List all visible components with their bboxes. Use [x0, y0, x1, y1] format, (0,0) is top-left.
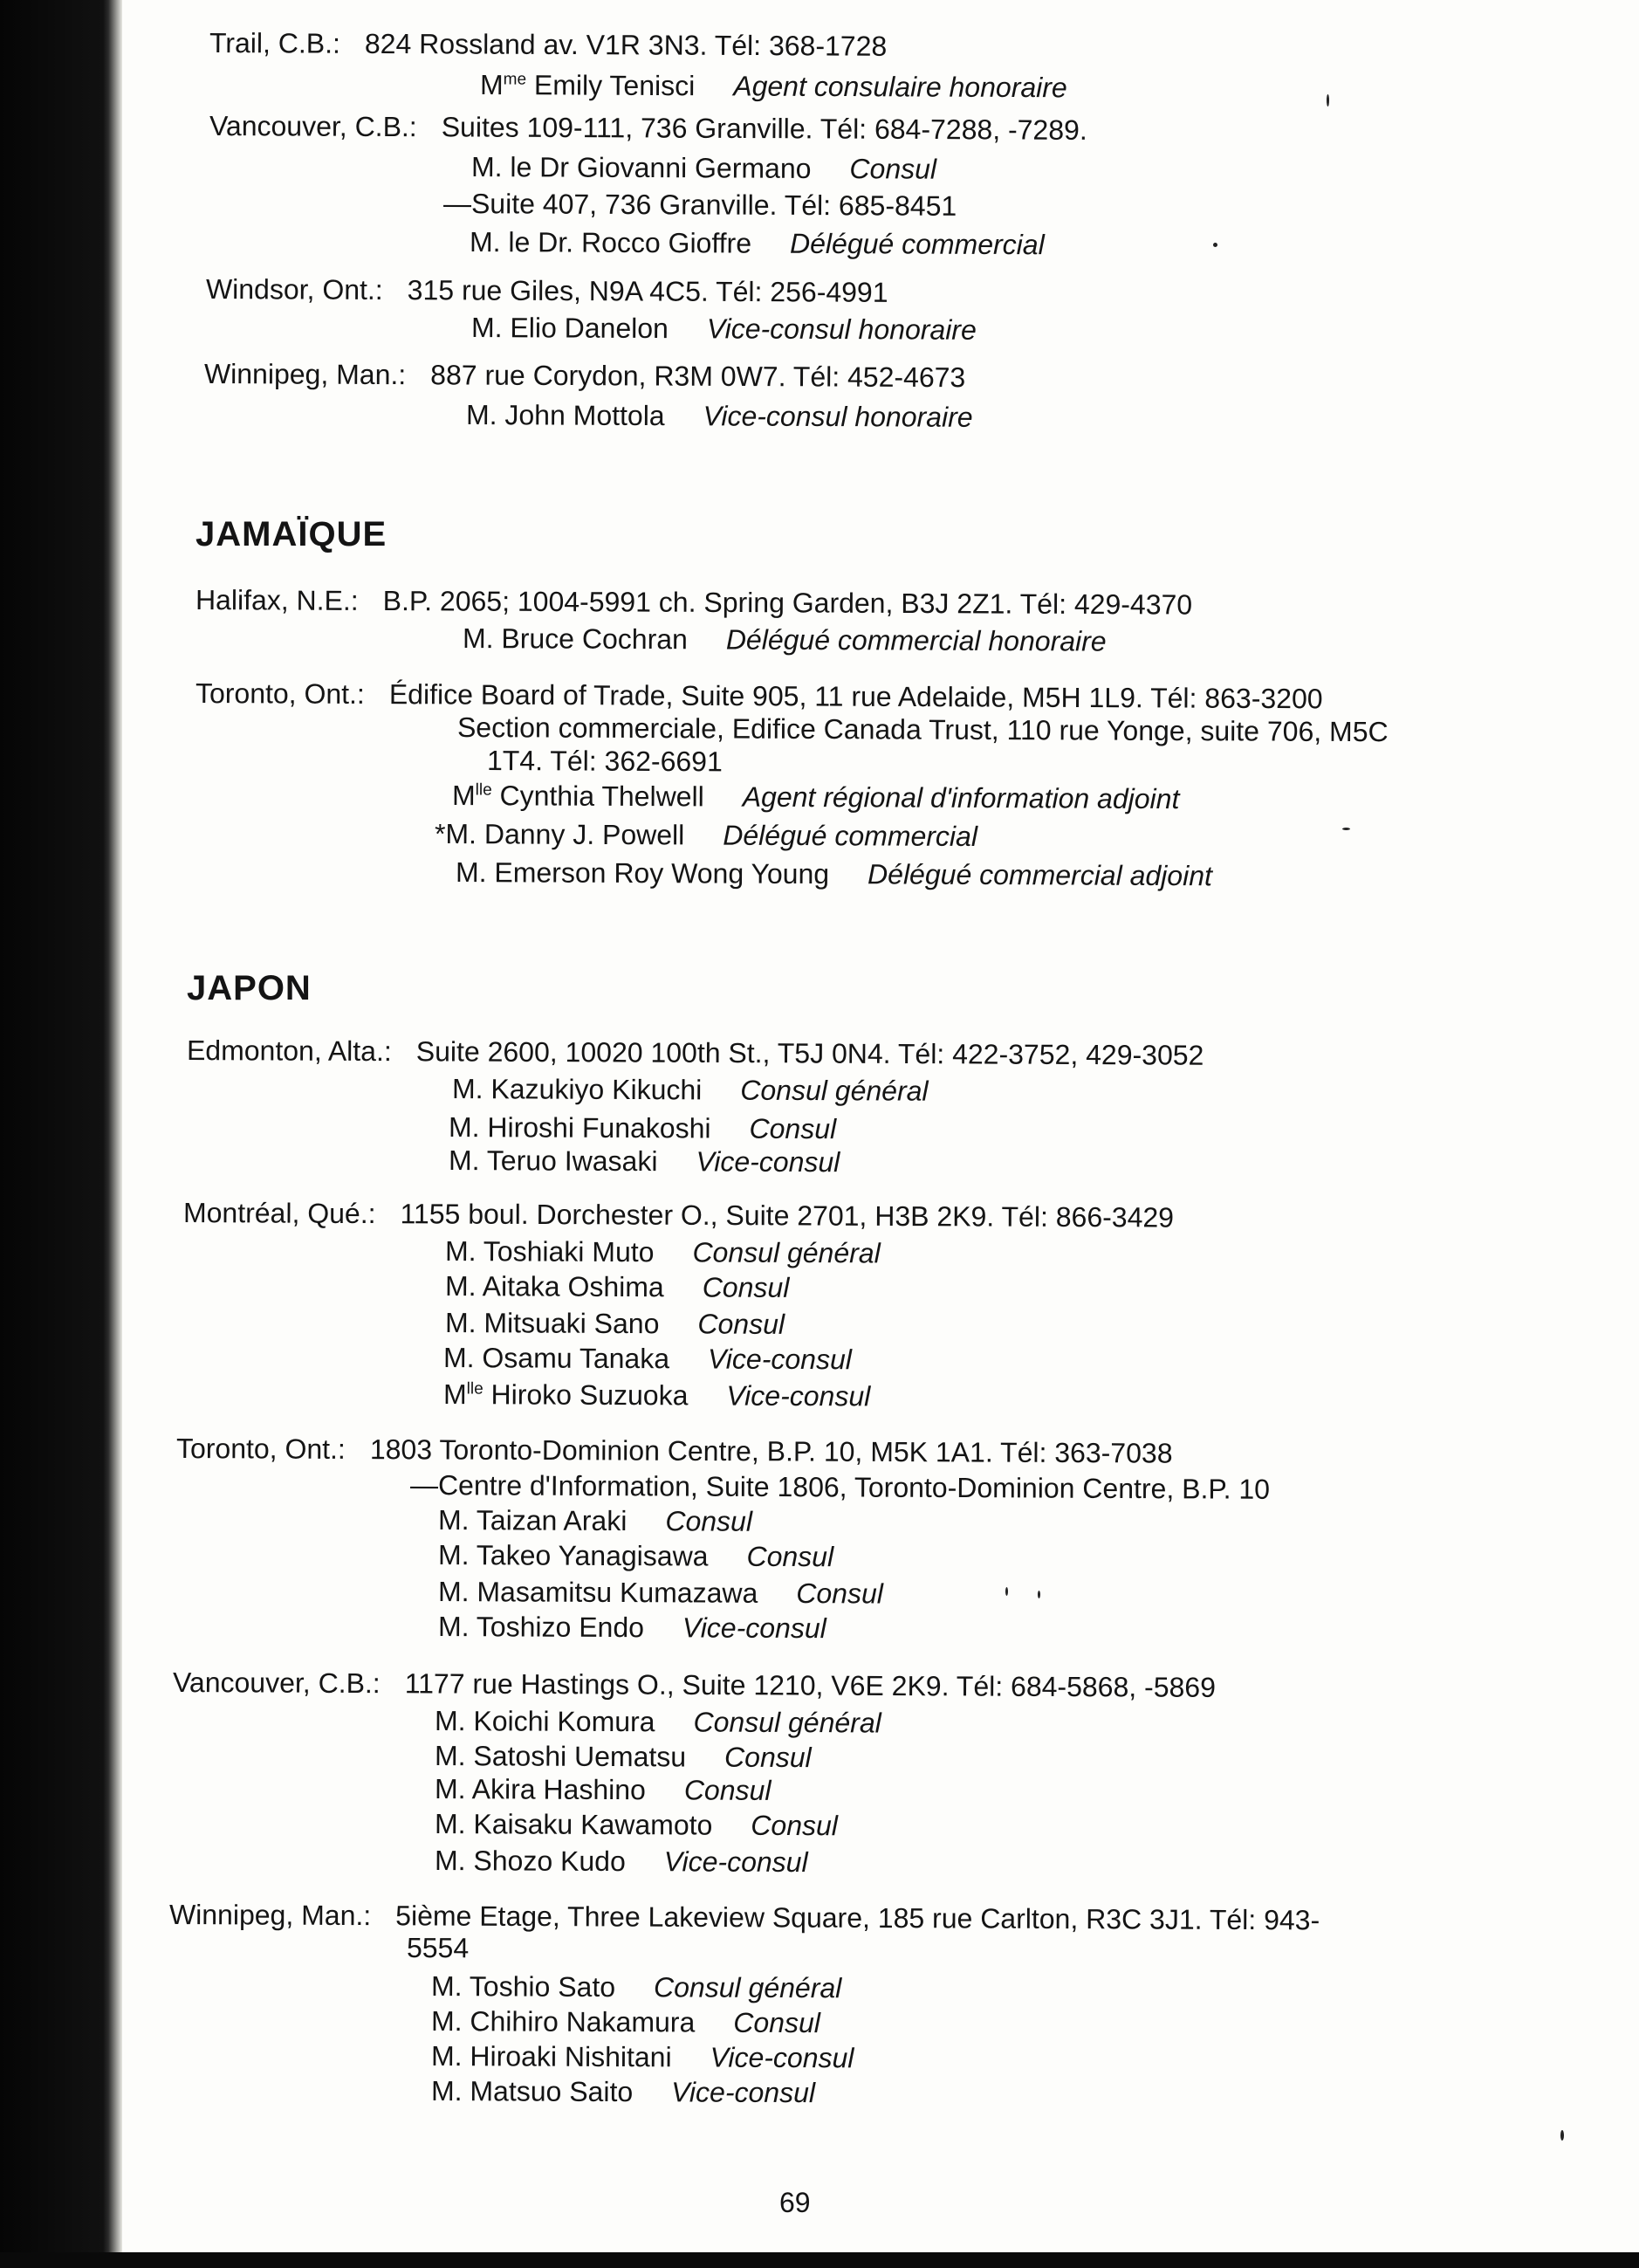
city-label: Winnipeg, Man.: [168, 1899, 372, 1932]
official-name: M. le Dr. Rocco Gioffre [469, 226, 752, 259]
official-line [443, 1378, 870, 1412]
official-title: Consul [751, 1809, 839, 1842]
official-name: M. Chihiro Nakamura [430, 2005, 696, 2038]
office-address: Suites 109-111, 736 Granville. Tél: 684-7288, -7289. [441, 111, 1087, 146]
official-name: M. le Dr Giovanni Germano [470, 151, 812, 184]
official-line [431, 2074, 815, 2109]
official-name: M. Teruo Iwasaki [448, 1144, 658, 1178]
city-label: Vancouver, C.B.: [209, 110, 417, 143]
official-line [438, 1503, 752, 1538]
office-line [195, 677, 1323, 715]
official-title: Vice-consul [663, 1845, 808, 1879]
honorific: M [451, 780, 476, 812]
office-address: 887 rue Corydon, R3M 0W7. Tél: 452-4673 [430, 359, 966, 394]
official-title: Délégué commercial [723, 819, 978, 853]
official-name: M. Hiroaki Nishitani [430, 2040, 672, 2073]
scan-speck [1005, 1587, 1008, 1596]
official-name: Cynthia Thelwell [499, 780, 704, 813]
official-name: Hiroko Suzuoka [490, 1378, 689, 1412]
official-line [449, 1144, 840, 1179]
scan-speck [1213, 243, 1217, 247]
official-line [431, 2039, 854, 2074]
honorific-suffix: lle [475, 780, 492, 800]
official-line [471, 311, 977, 347]
official-name: M. Matsuo Saito [430, 2075, 634, 2108]
address-text: 5554 [406, 1932, 470, 1964]
official-title: Vice-consul [696, 1145, 840, 1179]
city-label: Toronto, Ont.: [195, 677, 365, 710]
official-line [449, 1110, 836, 1145]
official-line [431, 1969, 842, 2004]
official-name: M. Aitaka Oshima [444, 1270, 664, 1303]
official-name: M. Bruce Cochran [462, 622, 688, 656]
official-name: M. Kaisaku Kawamoto [434, 1808, 713, 1841]
official-line [445, 1269, 790, 1304]
official-line [452, 779, 1180, 815]
official-line [470, 225, 1045, 261]
honorific-suffix: me [503, 70, 527, 89]
city-label: Windsor, Ont.: [205, 273, 383, 306]
official-line [445, 1306, 785, 1341]
office-line [169, 1898, 1320, 1936]
official-title: Délégué commercial honoraire [725, 623, 1107, 657]
address-text: —Centre d'Information, Suite 1806, Toronto-Dominion Centre, B.P. 10 [409, 1469, 1271, 1505]
office-address: 1803 Toronto-Dominion Centre, B.P. 10, M5K 1A1. Tél: 363-7038 [369, 1433, 1173, 1469]
official-name: M. Mitsuaki Sano [444, 1307, 660, 1340]
official-line [480, 68, 1067, 104]
official-line [438, 1610, 826, 1645]
official-line [435, 817, 977, 853]
official-name: M. Elio Danelon [470, 312, 669, 345]
official-name: M. Akira Hashino [434, 1773, 646, 1806]
city-label: Winnipeg, Man.: [203, 358, 407, 391]
official-name: M. Shozo Kudo [434, 1845, 626, 1878]
official-name: M. Toshizo Endo [437, 1611, 645, 1644]
office-address: 315 rue Giles, N9A 4C5. Tél: 256-4991 [407, 274, 888, 308]
official-title: Consul [749, 1112, 837, 1145]
city-label: Halifax, N.E.: [195, 584, 359, 616]
official-name: M. John Mottola [465, 399, 665, 432]
official-title: Consul [683, 1774, 771, 1806]
official-name: M. Osamu Tanaka [442, 1342, 670, 1375]
official-title: Consul [746, 1540, 834, 1573]
official-title: Consul [724, 1741, 812, 1774]
honorific: M [442, 1378, 467, 1411]
official-title: Vice-consul [726, 1379, 871, 1412]
official-name: M. Takeo Yanagisawa [437, 1539, 709, 1572]
official-line [471, 150, 936, 186]
official-title: Consul général [740, 1074, 929, 1107]
official-line [435, 1844, 808, 1879]
scan-speck [1342, 828, 1350, 830]
office-line [187, 1034, 1204, 1072]
city-label: Trail, C.B.: [209, 27, 341, 59]
official-line [456, 856, 1212, 892]
official-name: Emily Tenisci [533, 69, 696, 102]
official-line [443, 1341, 852, 1376]
binding-edge [0, 0, 122, 2268]
office-address: 5ième Etage, Three Lakeview Square, 185 rue Carlton, R3C 3J1. Tél: 943- [395, 1900, 1320, 1936]
address-continuation [487, 744, 723, 778]
office-line [209, 109, 1087, 147]
office-address: Édifice Board of Trade, Suite 905, 11 rue Adelaide, M5H 1L9. Tél: 863-3200 [388, 678, 1323, 715]
official-name: M. Kazukiyo Kikuchi [451, 1073, 703, 1106]
address-text: Section commerciale, Edifice Canada Trust, 110 rue Yonge, suite 706, M5C [456, 711, 1389, 748]
honorific-suffix: lle [466, 1379, 483, 1399]
city-label: Montréal, Qué.: [182, 1197, 376, 1230]
address-text: —Suite 407, 736 Granville. Tél: 685-8451 [442, 188, 957, 222]
official-title: Délégué commercial adjoint [868, 858, 1213, 892]
office-address: Suite 2600, 10020 100th St., T5J 0N4. Tél: 422-3752, 429-3052 [415, 1035, 1204, 1071]
official-title: Consul général [653, 1971, 842, 2004]
city-label: Edmonton, Alta.: [186, 1034, 392, 1068]
official-title: Vice-consul honoraire [706, 313, 977, 346]
city-label: Toronto, Ont.: [175, 1433, 346, 1465]
official-title: Vice-consul [707, 1343, 852, 1376]
official-title: Consul général [693, 1706, 881, 1739]
scan-speck [1038, 1591, 1040, 1598]
official-line [435, 1739, 812, 1774]
official-title: Agent consulaire honoraire [733, 70, 1067, 104]
official-title: Vice-consul [682, 1612, 826, 1645]
office-line [176, 1432, 1173, 1470]
official-name: *M. Danny J. Powell [434, 818, 685, 851]
address-continuation [443, 187, 957, 223]
city-label: Vancouver, C.B.: [172, 1667, 381, 1700]
office-address: 1177 rue Hastings O., Suite 1210, V6E 2K9. Tél: 684-5868, -5869 [404, 1667, 1217, 1703]
official-line [445, 1234, 881, 1269]
bottom-border [0, 2252, 1639, 2268]
official-title: Vice-consul [710, 2041, 854, 2074]
address-continuation [457, 711, 1389, 748]
office-line [209, 26, 887, 63]
honorific: M [479, 69, 504, 101]
official-line [463, 622, 1107, 658]
official-line [438, 1575, 883, 1610]
office-line [183, 1196, 1174, 1234]
official-name: M. Taizan Araki [437, 1504, 627, 1537]
office-address: B.P. 2065; 1004-5991 ch. Spring Garden, B3J 2Z1. Tél: 429-4370 [382, 585, 1193, 621]
section-heading-jamaique: JAMAÏQUE [195, 515, 387, 553]
office-line [204, 357, 965, 394]
official-title: Consul [665, 1505, 753, 1537]
official-line [452, 1072, 929, 1108]
official-line [438, 1538, 833, 1573]
official-title: Consul [697, 1308, 785, 1340]
office-line [206, 272, 888, 309]
address-continuation [407, 1931, 469, 1964]
official-title: Vice-consul honoraire [703, 400, 973, 433]
official-title: Consul général [692, 1236, 881, 1269]
official-line [435, 1772, 771, 1807]
official-title: Consul [702, 1271, 790, 1303]
office-address: 824 Rossland av. V1R 3N3. Tél: 368-1728 [364, 27, 888, 62]
official-name: M. Toshio Sato [430, 1970, 616, 2003]
official-title: Consul [796, 1577, 884, 1610]
official-line [466, 398, 973, 434]
address-continuation [410, 1468, 1270, 1506]
official-name: M. Hiroshi Funakoshi [448, 1111, 711, 1144]
scan-speck [1327, 94, 1329, 107]
official-line [431, 2004, 820, 2039]
official-line [435, 1807, 838, 1842]
scan-speck [1560, 2130, 1564, 2141]
section-heading-japon: JAPON [187, 969, 312, 1007]
official-title: Consul [733, 2006, 821, 2039]
official-name: M. Emerson Roy Wong Young [455, 856, 830, 890]
office-line [173, 1666, 1216, 1704]
official-name: M. Masamitsu Kumazawa [437, 1576, 758, 1609]
official-line [435, 1704, 881, 1740]
page-number: 69 [779, 2187, 811, 2218]
official-title: Vice-consul [671, 2076, 816, 2109]
address-text: 1T4. Tél: 362-6691 [486, 745, 723, 778]
official-title: Consul [849, 153, 937, 185]
office-address: 1155 boul. Dorchester O., Suite 2701, H3B 2K9. Tél: 866-3429 [400, 1198, 1175, 1234]
official-name: M. Toshiaki Muto [444, 1235, 655, 1268]
official-name: M. Koichi Komura [434, 1705, 655, 1738]
official-name: M. Satoshi Uematsu [434, 1740, 687, 1773]
office-line [195, 583, 1192, 622]
official-title: Délégué commercial [789, 227, 1045, 261]
official-title: Agent régional d'information adjoint [742, 780, 1180, 815]
